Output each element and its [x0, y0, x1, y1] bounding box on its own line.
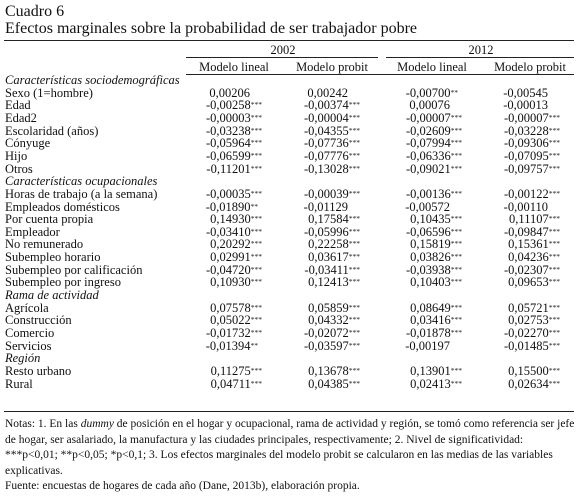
table-row: [0, 378, 578, 391]
cell-value: -0,02072: [303, 326, 349, 340]
section-heading: Características ocupacionales: [5, 174, 158, 189]
significance-stars: ***: [548, 138, 560, 148]
cell-value: 0,04236: [508, 250, 549, 265]
table-cell: [270, 276, 360, 289]
row-label: Subempleo horario: [5, 250, 101, 265]
significance-stars: **: [250, 340, 258, 350]
row-label: Edad2: [5, 110, 37, 125]
cell-value: 0,00242: [307, 85, 348, 100]
table-row: [0, 137, 578, 150]
cell-value: -0,00035: [205, 186, 251, 201]
row-label: Por cuenta propia: [5, 212, 94, 227]
significance-stars: ***: [348, 125, 360, 135]
table-cell: [172, 163, 262, 176]
cell-value: -0,03410: [205, 224, 251, 239]
table-cell: [372, 378, 462, 391]
significance-stars: ***: [450, 226, 462, 236]
cell-value: 0,02634: [508, 376, 549, 391]
significance-stars: ***: [548, 125, 560, 135]
bottom-rule: [4, 411, 574, 412]
table-row: [0, 150, 578, 163]
cell-value: -0,00004: [303, 110, 349, 125]
table-row: [0, 226, 578, 239]
significance-stars: ***: [450, 163, 462, 173]
significance-stars: ***: [250, 226, 262, 236]
cell-value: -0,11201: [206, 161, 251, 176]
year-2002: 2002: [270, 43, 296, 57]
significance-stars: ***: [548, 226, 560, 236]
table-cell: [470, 163, 560, 176]
cell-value: -0,00136: [405, 186, 451, 201]
cell-value: 0,04385: [308, 376, 349, 391]
table-row: [0, 314, 578, 327]
cell-value: 0,13678: [308, 363, 349, 378]
significance-stars: ***: [348, 252, 360, 262]
significance-stars: ***: [450, 277, 462, 287]
table-row: [0, 213, 578, 226]
significance-stars: ***: [548, 328, 560, 337]
cell-value: -0,00374: [303, 98, 349, 113]
significance-stars: ***: [548, 252, 560, 262]
cell-value: -0,03411: [304, 262, 349, 277]
cell-value: -0,09757: [503, 161, 549, 176]
cell-value: 0,13901: [410, 363, 451, 378]
cell-value: -0,00110: [503, 199, 548, 214]
cell-value: -0,00039: [303, 186, 349, 201]
significance-stars: ***: [450, 239, 462, 249]
significance-stars: ***: [450, 264, 462, 274]
table-cell: [470, 378, 560, 391]
cell-value: -0,07994: [405, 136, 451, 151]
row-label: Empleador: [5, 224, 60, 239]
cell-value: -0,07095: [503, 148, 549, 163]
cell-value: 0,02991: [210, 250, 251, 265]
cell-value: 0,00076: [409, 98, 450, 113]
significance-stars: ***: [348, 302, 360, 312]
table-row: [0, 340, 578, 353]
cell-value: -0,01878: [405, 326, 451, 340]
significance-stars: ***: [450, 214, 462, 224]
significance-stars: ***: [250, 100, 262, 110]
table-row: [0, 87, 578, 100]
cell-value: 0,12413: [308, 275, 349, 290]
cell-value: -0,02270: [503, 326, 549, 340]
significance-stars: ***: [348, 150, 360, 160]
table-cell: [172, 340, 262, 353]
row-label: Sexo (1=hombre): [5, 85, 93, 100]
cell-value: -0,00700: [405, 85, 451, 100]
cell-value: -0,09306: [503, 136, 549, 151]
row-label: Cónyuge: [5, 136, 51, 151]
significance-stars: ***: [250, 264, 262, 274]
cell-value: 0,10930: [210, 275, 251, 290]
significance-stars: ***: [348, 188, 360, 198]
cell-value: -0,07736: [303, 136, 349, 151]
cell-value: -0,06599: [205, 148, 251, 163]
cell-value: -0,09021: [405, 161, 451, 176]
significance-stars: ***: [250, 150, 262, 160]
cell-value: 0,03826: [410, 250, 451, 265]
row-label: No remunerado: [5, 237, 84, 252]
row-label: Resto urbano: [5, 363, 72, 378]
cell-value: -0,00572: [405, 199, 450, 214]
table-cell: [270, 340, 360, 353]
table-row: [0, 302, 578, 315]
table-cell: [372, 163, 462, 176]
cell-value: -0,03228: [503, 123, 549, 138]
col-header: Modelo probit: [296, 60, 368, 74]
row-label: Construcción: [5, 313, 72, 328]
cell-value: 0,15819: [410, 237, 451, 252]
table-row: [0, 365, 578, 378]
significance-stars: ***: [548, 277, 560, 287]
significance-stars: ***: [548, 112, 560, 122]
significance-stars: ***: [450, 112, 462, 122]
significance-stars: ***: [450, 302, 462, 312]
col-header: Modelo lineal: [199, 60, 269, 74]
source-note: Fuente: encuestas de hogares de cada año (Dane, 2013b), elaboración propia.: [5, 480, 360, 492]
row-label: Subempleo por ingreso: [5, 275, 121, 290]
cell-value: -0,13028: [303, 161, 349, 176]
row-label: Servicios: [5, 338, 52, 353]
cell-value: -0,00003: [205, 110, 251, 125]
cell-value: -0,06596: [405, 224, 451, 239]
significance-stars: ***: [348, 163, 360, 173]
significance-stars: ***: [450, 315, 462, 325]
significance-stars: ***: [548, 378, 560, 388]
significance-stars: ***: [548, 150, 560, 160]
significance-stars: ***: [348, 226, 360, 236]
significance-stars: ***: [450, 378, 462, 388]
row-label: Edad: [5, 98, 31, 113]
table-cell: [470, 276, 560, 289]
cell-value: 0,08649: [410, 300, 451, 315]
table-row: [0, 99, 578, 112]
cell-value: 0,22258: [308, 237, 349, 252]
significance-stars: ***: [348, 365, 360, 375]
significance-stars: ***: [348, 328, 360, 337]
cell-value: 0,17584: [308, 212, 349, 227]
cell-value: 0,05859: [308, 300, 349, 315]
row-label: Subempleo por calificación: [5, 262, 143, 277]
significance-stars: ***: [250, 138, 262, 148]
table-cell: [372, 276, 462, 289]
header-rule: [186, 74, 574, 75]
table-row: [0, 327, 578, 340]
significance-stars: **: [450, 87, 458, 97]
significance-stars: ***: [450, 125, 462, 135]
cell-value: 0,00206: [209, 85, 250, 100]
year-rule-2012: [386, 57, 574, 58]
cell-value: -0,00545: [503, 85, 548, 100]
cell-value: -0,01394: [205, 338, 251, 353]
significance-stars: ***: [348, 100, 360, 110]
table-cell: [470, 340, 560, 353]
cell-value: -0,00013: [503, 98, 548, 113]
significance-stars: ***: [250, 163, 262, 173]
cell-value: -0,05964: [205, 136, 251, 151]
cell-value: 0,10435: [410, 212, 451, 227]
cell-value: 0,15361: [508, 237, 549, 252]
significance-stars: ***: [348, 378, 360, 388]
cell-value: 0,05721: [508, 300, 549, 315]
significance-stars: ***: [348, 239, 360, 249]
table-row: [0, 188, 578, 201]
significance-stars: ***: [348, 138, 360, 148]
table-label: Cuadro 6: [5, 3, 65, 20]
cell-value: 0,15500: [508, 363, 549, 378]
significance-stars: ***: [450, 150, 462, 160]
significance-stars: ***: [348, 315, 360, 325]
significance-stars: ***: [450, 252, 462, 262]
significance-stars: ***: [548, 264, 560, 274]
cell-value: -0,01485: [503, 338, 549, 353]
significance-stars: ***: [450, 328, 462, 337]
table-cell: [270, 163, 360, 176]
significance-stars: ***: [250, 125, 262, 135]
cell-value: -0,01890: [205, 199, 251, 214]
significance-stars: ***: [548, 315, 560, 325]
cell-value: -0,00197: [405, 338, 450, 353]
row-label: Horas de trabajo (a la semana): [5, 186, 158, 201]
section-heading: Región: [5, 351, 41, 366]
cell-value: -0,04355: [303, 123, 349, 138]
significance-stars: ***: [348, 214, 360, 224]
top-rule: [4, 40, 574, 41]
significance-stars: ***: [548, 163, 560, 173]
significance-stars: ***: [450, 365, 462, 375]
significance-stars: ***: [348, 264, 360, 274]
cell-value: 0,07578: [210, 300, 251, 315]
significance-stars: ***: [548, 188, 560, 198]
cell-value: 0,20292: [210, 237, 251, 252]
significance-stars: ***: [250, 315, 262, 325]
cell-value: -0,00122: [503, 186, 549, 201]
year-2012: 2012: [468, 43, 494, 57]
significance-stars: ***: [250, 277, 262, 287]
cell-value: -0,07776: [303, 148, 349, 163]
significance-stars: ***: [348, 340, 360, 350]
col-header: Modelo lineal: [397, 60, 467, 74]
significance-stars: ***: [348, 112, 360, 122]
significance-stars: ***: [450, 188, 462, 198]
col-header: Modelo probit: [494, 60, 566, 74]
note-significance: Notas: 1. En las dummy de posición en el hogar y ocupacional, rama de actividad y región, se tomó como referencia ser jefe de hogar, ser asalariado, la manufactura y las ciudades principales, respectivamente; 2. Nivel de significatividad: ***p<0,01; **p<0,05; *p<0,1; 3. Los efectos marginales del modelo probit se calcularon en las medias de las variables explicativas.: [5, 418, 575, 477]
significance-stars: ***: [250, 378, 262, 388]
cell-value: -0,04720: [205, 262, 251, 277]
significance-stars: ***: [250, 214, 262, 224]
cell-value: -0,02307: [503, 262, 549, 277]
cell-value: 0,02413: [410, 376, 451, 391]
cell-value: 0,11275: [210, 363, 251, 378]
significance-stars: ***: [250, 188, 262, 198]
cell-value: -0,03238: [205, 123, 251, 138]
row-label: Comercio: [5, 326, 55, 340]
significance-stars: ***: [250, 239, 262, 249]
cell-value: -0,09847: [503, 224, 549, 239]
cell-value: -0,00007: [405, 110, 451, 125]
row-label: Hijo: [5, 148, 28, 163]
row-label: Otros: [5, 161, 33, 176]
table-row: [0, 112, 578, 125]
table-cell: [270, 378, 360, 391]
significance-stars: ***: [250, 252, 262, 262]
cell-value: 0,05022: [210, 313, 251, 328]
row-label: Rural: [5, 376, 33, 391]
table-title: Efectos marginales sobre la probabilidad de ser trabajador pobre: [5, 20, 417, 37]
year-rule-2002: [186, 57, 378, 58]
significance-stars: ***: [548, 365, 560, 375]
cell-value: 0,03617: [308, 250, 349, 265]
cell-value: 0,03416: [410, 313, 451, 328]
significance-stars: ***: [250, 365, 262, 375]
cell-value: 0,14930: [210, 212, 251, 227]
row-label: Empleados domésticos: [5, 199, 120, 214]
cell-value: -0,00007: [503, 110, 549, 125]
cell-value: -0,01129: [303, 199, 348, 214]
cell-value: -0,03597: [303, 338, 349, 353]
cell-value: -0,03938: [405, 262, 451, 277]
significance-stars: ***: [250, 328, 262, 337]
significance-stars: ***: [548, 302, 560, 312]
significance-stars: ***: [250, 302, 262, 312]
row-label: Escolaridad (años): [5, 123, 99, 138]
cell-value: -0,00258: [205, 98, 251, 113]
significance-stars: ***: [548, 239, 560, 249]
section-heading: Rama de actividad: [5, 288, 99, 303]
significance-stars: ***: [450, 138, 462, 148]
notes: [5, 417, 575, 495]
significance-stars: ***: [348, 277, 360, 287]
table-cell: [372, 340, 462, 353]
section-heading: Características sociodemográficas: [5, 73, 180, 87]
row-label: Agrícola: [5, 300, 49, 315]
significance-stars: ***: [250, 112, 262, 122]
cell-value: -0,05996: [303, 224, 349, 239]
cell-value: 0,04332: [308, 313, 349, 328]
cell-value: 0,11107: [509, 212, 549, 227]
cell-value: 0,02753: [508, 313, 549, 328]
cell-value: 0,10403: [410, 275, 451, 290]
cell-value: -0,01732: [205, 326, 251, 340]
significance-stars: **: [250, 201, 258, 211]
cell-value: -0,06336: [405, 148, 451, 163]
table-cell: [172, 378, 262, 391]
table-cell: [172, 276, 262, 289]
significance-stars: ***: [548, 340, 560, 350]
table-row: [0, 125, 578, 138]
significance-stars: ***: [548, 214, 560, 224]
cell-value: -0,02609: [405, 123, 451, 138]
cell-value: 0,04711: [210, 376, 251, 391]
cell-value: 0,09653: [508, 275, 549, 290]
